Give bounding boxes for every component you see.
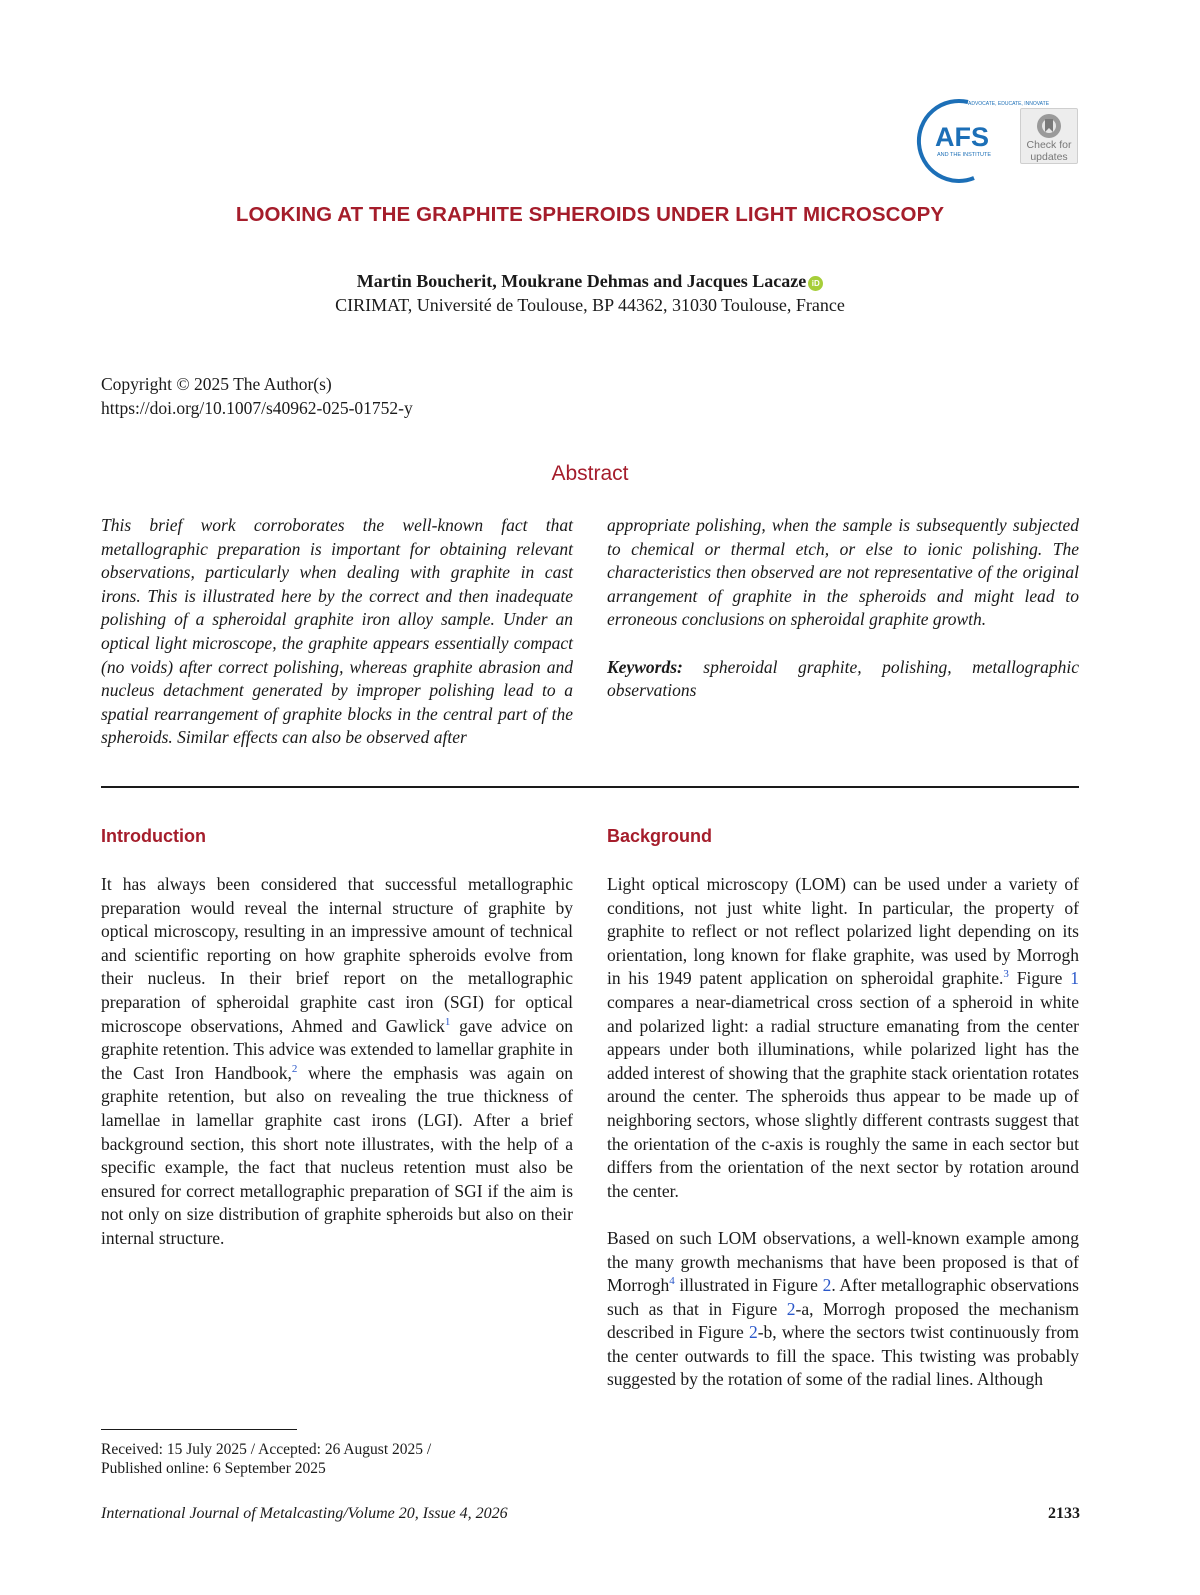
abstract-right-text: appropriate polishing, when the sample is subsequently subjected to chemical or thermal etch, or else to ionic polishing. The characteristics then observed are not representative of the original arrangement of graphite in the spheroids and might lead to erroneous conclusions on spheroidal graphite growth. (607, 515, 1079, 630)
doi-link[interactable]: https://doi.org/10.1007/s40962-025-01752-y (101, 398, 413, 418)
check-for-updates-line1: Check for (1026, 139, 1072, 151)
background-heading: Background (607, 826, 713, 846)
copyright-block (101, 372, 413, 420)
bg2-text-a: Based on such LOM observations, a well-known example among the many growth mechanisms that have been proposed is that of Morrogh (607, 1227, 1079, 1296)
figure-1-link[interactable]: 1 (1070, 968, 1079, 989)
background-paragraph-2 (607, 1227, 1079, 1392)
intro-text-c: where the emphasis was again on graphite retention, but also on revealing the true thickness of lamellae in lamellar graphite cast irons (LGI). After a brief background section, this short note illustrates, with the help of a specific example, the fact that nucleus retention must also be ensured for correct metallographic preparation of SGI if the aim is not only on size distribution of graphite spheroids but also on their internal structure. (101, 1062, 573, 1248)
footnote-divider (101, 1429, 297, 1430)
afs-logo-subtext: AND THE INSTITUTE (937, 152, 991, 158)
abstract-right-column (607, 514, 1079, 703)
footnote-line-1: Received: 15 July 2025 / Accepted: 26 August 2025 / (101, 1441, 432, 1458)
check-for-updates-line2: updates (1030, 151, 1068, 163)
figure-2-link[interactable]: 2 (822, 1275, 832, 1296)
intro-text-a: It has always been considered that successful metallographic preparation would reveal the internal structure of graphite by optical microscopy, resulting in an impressive amount of technical and scientific reporting on how graphite spheroids evolve from their nucleus. In their brief report on the metallographic preparation of spheroidal graphite cast iron (SGI) for optical microscope observations, Ahmed and Gawlick (101, 874, 573, 1036)
introduction-heading: Introduction (101, 826, 206, 846)
figure-2a-link[interactable]: 2 (786, 1298, 796, 1319)
background-body (607, 873, 1079, 1392)
bg-text-c: compares a near-diametrical cross section of a spheroid in white and polarized light: a radial structure emanating from the center appears under both illuminations, while polarized light has the added interest of showing that the graphite stack orientation rotates around the center. The spheroids thus appear to be made up of neighboring sectors, whose slightly different contrasts suggest that the orientation of the c-axis is roughly the same in each sector but differs from the orientation of the next sector by rotation around the center. (607, 991, 1079, 1201)
keywords-label: Keywords: (607, 656, 683, 677)
paper-title: LOOKING AT THE GRAPHITE SPHEROIDS UNDER LIGHT MICROSCOPY (235, 203, 945, 226)
afs-logo-text: AFS (935, 122, 989, 152)
received-dates-footnote (101, 1440, 431, 1478)
introduction-paragraph (101, 873, 573, 1251)
check-for-updates-badge[interactable] (1020, 108, 1078, 164)
bg-text-b: Figure (1008, 968, 1071, 989)
bg2-text-c: . After metallographic observations such as that in Figure (607, 1275, 1079, 1319)
orcid-icon[interactable]: iD (808, 276, 823, 291)
copyright-line: Copyright © 2025 The Author(s) (101, 374, 332, 394)
bg2-text-e: -b, where the sectors twist continuously from the center outwards to fill the space. This twisting was probably suggested by the rotation of some of the radial lines. Although (607, 1322, 1079, 1390)
abstract-left-column: This brief work corroborates the well-known fact that metallographic preparation is important for obtaining relevant observations, particularly when dealing with graphite in cast irons. This is illustrated here by the correct and then inadequate polishing of a spheroidal graphite iron alloy sample. Under an optical light microscope, the graphite appears essentially compact (no voids) after correct polishing, whereas graphite abrasion and nucleus detachment generated by improper polishing lead to a spatial rearrangement of graphite blocks in the central part of the spheroids. Similar effects can also be observed after (101, 515, 573, 748)
citation-ref-2[interactable]: 2 (291, 1062, 298, 1075)
bg2-text-d: -a, Morrogh proposed the mechanism described in Figure (607, 1298, 1080, 1343)
afs-arc-text: ADVOCATE, EDUCATE, INNOVATE (968, 101, 1050, 107)
abstract-heading: Abstract (551, 462, 629, 485)
bg2-text-b: illustrated in Figure (674, 1275, 823, 1296)
citation-ref-4[interactable]: 4 (669, 1275, 675, 1288)
journal-footer: International Journal of Metalcasting/Volume 20, Issue 4, 2026 (101, 1505, 508, 1522)
bg-text-a: Light optical microscopy (LOM) can be used under a variety of conditions, not just white light. In particular, the property of graphite to reflect or not reflect polarized light depending on its orientation, long known for flake graphite, was used by Morrogh in his 1949 patent application on spheroidal graphite. (607, 874, 1079, 989)
citation-ref-3[interactable]: 3 (1003, 968, 1009, 981)
intro-text-b: gave advice on graphite retention. This advice was extended to lamellar graphite in the Cast Iron Handbook, (101, 1015, 574, 1083)
figure-2b-link[interactable]: 2 (748, 1322, 758, 1343)
footnote-line-2: Published online: 6 September 2025 (101, 1460, 326, 1477)
page-number: 2133 (1048, 1505, 1080, 1522)
bookmark-icon (1036, 113, 1062, 139)
keywords (607, 656, 1079, 703)
authors-text: Martin Boucherit, Moukrane Dehmas and Jacques Lacaze (356, 271, 807, 291)
affiliation: CIRIMAT, Université de Toulouse, BP 44362, 31030 Toulouse, France (335, 295, 845, 315)
citation-ref-1[interactable]: 1 (444, 1015, 451, 1028)
keywords-text: spheroidal graphite, polishing, metallographic observations (607, 656, 1080, 701)
background-paragraph-1 (607, 873, 1079, 1203)
abstract-divider (101, 786, 1079, 788)
author-list (0, 271, 1180, 292)
